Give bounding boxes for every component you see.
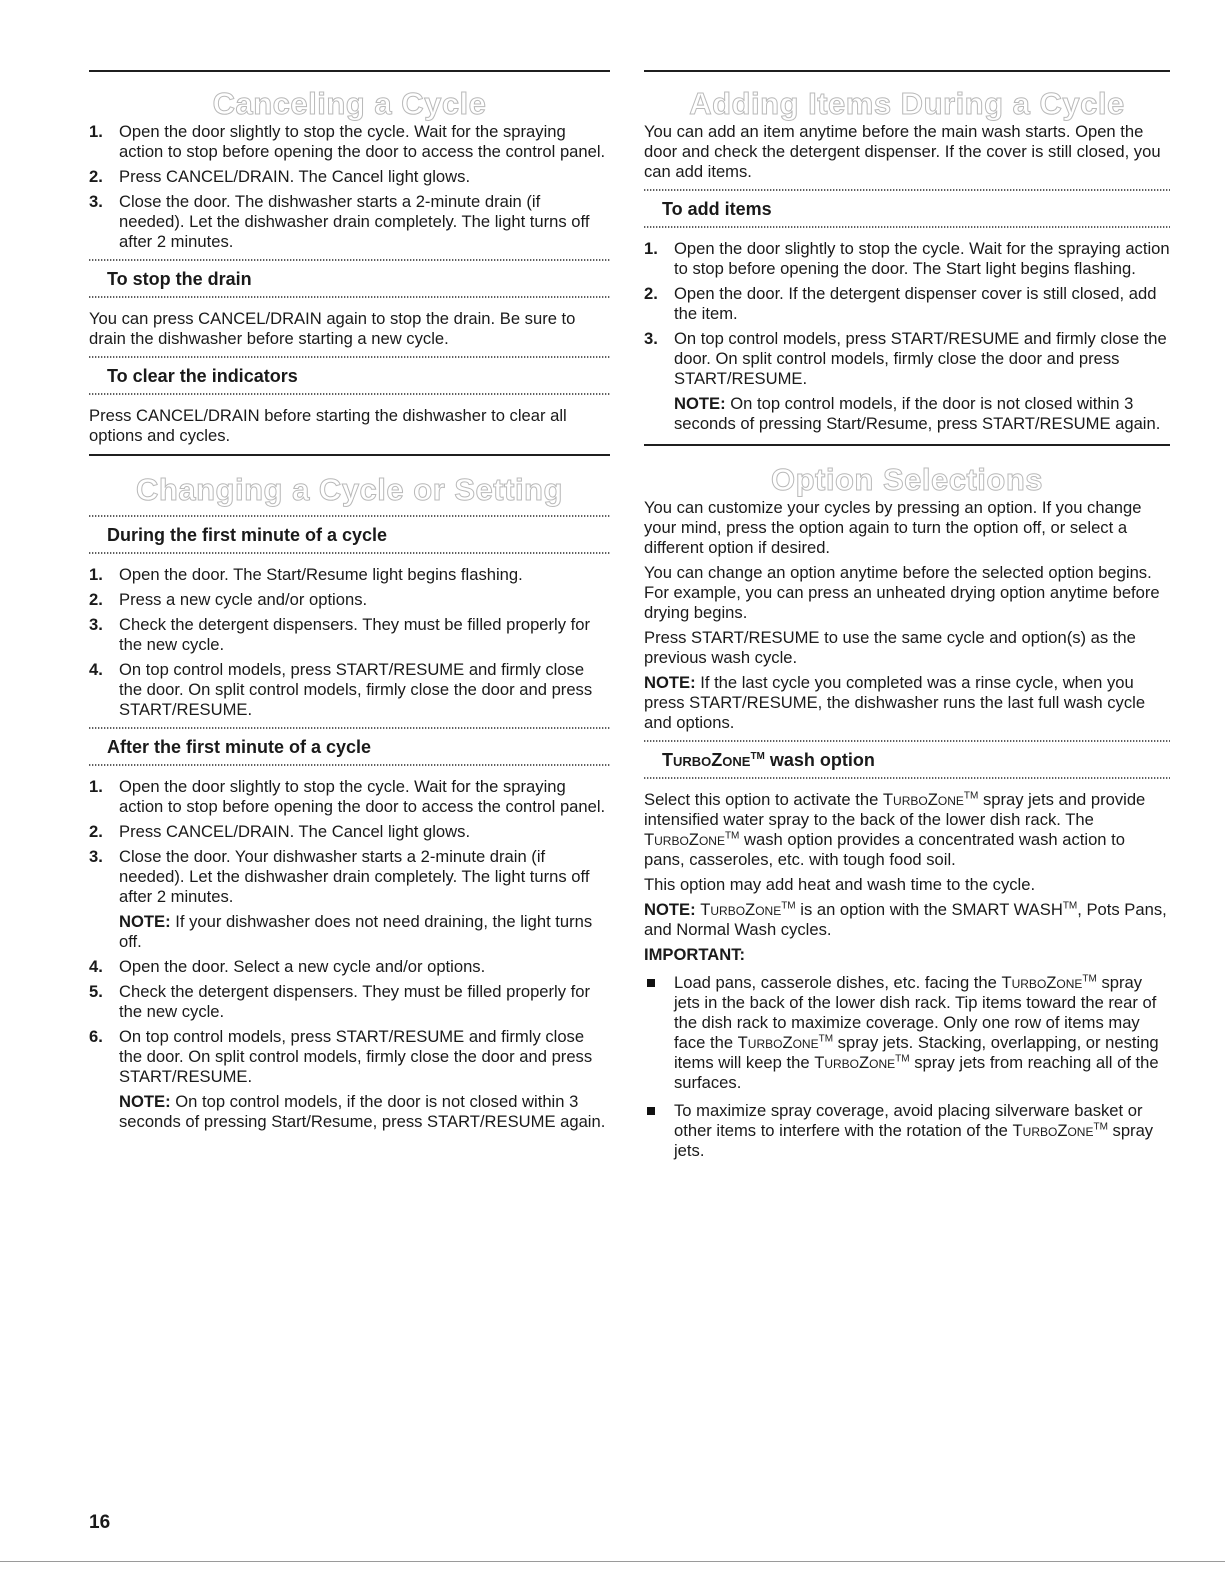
step-number: 2.: [644, 284, 658, 303]
brand-name: TurboZone: [1001, 973, 1083, 992]
step-text: Open the door slightly to stop the cycle. Wait for the spraying action to stop before opening the door to access the control panel.: [119, 777, 606, 816]
list-item: [89, 822, 610, 842]
bottom-rule: [0, 1561, 1225, 1562]
trademark: TM: [818, 1033, 834, 1045]
list-item: [644, 973, 1170, 1093]
list-item: [644, 284, 1170, 324]
important-label: [644, 945, 1170, 965]
step-text: Open the door slightly to stop the cycle. Wait for the spraying action to stop before opening the door. The Start light begins flashing.: [674, 239, 1170, 278]
trademark: TM: [1062, 900, 1078, 912]
step-text: Check the detergent dispensers. They must be filled properly for the new cycle.: [119, 982, 591, 1021]
note-paragraph: [644, 673, 1170, 733]
step-number: 3.: [89, 615, 103, 634]
note-label: NOTE:: [644, 900, 696, 919]
note-text: If your dishwasher does not need draining, the light turns off.: [119, 912, 593, 951]
list-item: [89, 615, 610, 655]
text-run: Select this option to activate the: [644, 790, 883, 809]
brand-name: TurboZone: [1012, 1121, 1094, 1140]
title-text: wash option: [764, 750, 875, 770]
subsection-title: [662, 749, 1170, 771]
trademark: TM: [781, 900, 796, 912]
note-label: NOTE:: [119, 1092, 171, 1111]
step-number: 3.: [644, 329, 658, 348]
canceling-steps: [89, 122, 610, 252]
note-text: On top control models, if the door is not closed within 3 seconds of pressing Start/Resume, press START/RESUME again.: [119, 1092, 606, 1131]
text-run: spray jets in the back of the lower dish rack. Tip items toward the rear of the dish rack to maximize coverage. Only one row of items may face the: [674, 973, 1157, 1052]
important-list: [644, 973, 1170, 1161]
brand-name: TurboZone: [662, 750, 751, 770]
list-item: [89, 1027, 610, 1132]
page-number: 16: [89, 1512, 111, 1533]
brand-name: TurboZone: [644, 830, 725, 849]
step-text: Open the door slightly to stop the cycle. Wait for the spraying action to stop before opening the door to access the control panel.: [119, 122, 606, 161]
section-title: Changing a Cycle or Setting: [136, 472, 563, 507]
brand-name: TurboZone: [700, 900, 782, 919]
section-rule: [644, 444, 1170, 446]
list-item: [89, 192, 610, 252]
trademark: TM: [1093, 1121, 1108, 1133]
subsection-header: [644, 740, 1170, 779]
trademark: TM: [895, 1053, 910, 1065]
list-item: [89, 847, 610, 952]
after-first-minute-steps: [89, 777, 610, 1132]
step-text: On top control models, press START/RESUME and firmly close the door. On split control models, firmly close the door and press START/RESUME.: [119, 1027, 593, 1086]
step-text: Press CANCEL/DRAIN. The Cancel light glows.: [119, 167, 471, 186]
step-text: Open the door. If the detergent dispenser cover is still closed, add the item.: [674, 284, 1157, 323]
step-text: Close the door. The dishwasher starts a 2-minute drain (if needed). Let the dishwasher drain completely. The light turns off after 2 minutes.: [119, 192, 590, 251]
note-paragraph: [644, 900, 1170, 940]
step-text: Close the door. Your dishwasher starts a 2-minute drain (if needed). Let the dishwasher drain completely. The light turns off after 2 minutes.: [119, 847, 590, 906]
first-minute-steps: [89, 565, 610, 720]
step-number: 2.: [89, 167, 103, 186]
body-text: You can customize your cycles by pressing an option. If you change your mind, press the option again to turn the option off, or select a different option if desired.: [644, 498, 1142, 557]
text-run: wash option provides a concentrated wash action to pans, casseroles, etc. with tough food soil.: [644, 830, 1125, 869]
text-run: spray jets. Stacking, overlapping, or nesting items will keep the: [674, 1033, 1159, 1072]
list-item: [89, 660, 610, 720]
step-number: 4.: [89, 660, 103, 679]
step-note: [119, 1092, 610, 1132]
note-label: NOTE:: [644, 673, 696, 692]
body-text: You can press CANCEL/DRAIN again to stop the drain. Be sure to drain the dishwasher before starting a new cycle.: [89, 309, 576, 348]
subsection-header: [644, 189, 1170, 228]
step-number: 2.: [89, 590, 103, 609]
section-title: Canceling a Cycle: [212, 86, 487, 121]
bullet-square-icon: [647, 979, 655, 987]
body-text: This option may add heat and wash time to the cycle.: [644, 875, 1036, 894]
trademark: TM: [1082, 973, 1097, 985]
list-item: [89, 122, 610, 162]
list-item: [89, 167, 610, 187]
important-text: IMPORTANT:: [644, 945, 746, 964]
canceling-section: [89, 70, 610, 446]
left-column: [89, 70, 610, 1137]
text-run: spray jets and provide intensified water spray to the back of the lower dish rack. The: [644, 790, 1146, 829]
list-item: [89, 957, 610, 977]
section-rule: [89, 70, 610, 72]
subsection-title: After the first minute of a cycle: [107, 737, 372, 757]
step-number: 2.: [89, 822, 103, 841]
list-item: [644, 239, 1170, 279]
section-title: Option Selections: [770, 462, 1044, 497]
trademark: TM: [750, 751, 765, 762]
body-text: You can add an item anytime before the main wash starts. Open the door and check the detergent dispenser. If the cover is still closed, you can add items.: [644, 122, 1161, 181]
list-item: [89, 565, 610, 585]
step-number: 1.: [89, 777, 103, 796]
text-run: is an option with the SMART WASH: [795, 900, 1063, 919]
options-section: [644, 444, 1170, 1161]
changing-section: [89, 454, 610, 1132]
step-note: [119, 912, 610, 952]
section-rule: [89, 454, 610, 456]
step-text: Check the detergent dispensers. They must be filled properly for the new cycle.: [119, 615, 591, 654]
subsection-header: [89, 356, 610, 395]
turbo-description: [644, 790, 1170, 870]
right-column: [644, 70, 1170, 1169]
step-number: 1.: [89, 565, 103, 584]
brand-name: TurboZone: [882, 790, 964, 809]
body-text: Press CANCEL/DRAIN before starting the dishwasher to clear all options and cycles.: [89, 406, 567, 445]
trademark: TM: [724, 830, 740, 842]
list-item: [89, 590, 610, 610]
subsection-title: During the first minute of a cycle: [107, 525, 388, 545]
body-text: Press START/RESUME to use the same cycle and option(s) as the previous wash cycle.: [644, 628, 1136, 667]
step-number: 1.: [89, 122, 103, 141]
text-run: To maximize spray coverage, avoid placing silverware basket or other items to interfere with the rotation of the: [674, 1101, 1143, 1140]
step-text: Open the door. The Start/Resume light begins flashing.: [119, 565, 523, 584]
step-number: 6.: [89, 1027, 103, 1046]
step-number: 5.: [89, 982, 103, 1001]
brand-name: TurboZone: [737, 1033, 819, 1052]
text-run: , Pots Pans, and Normal Wash cycles.: [644, 900, 1167, 939]
step-number: 3.: [89, 192, 103, 211]
subsection-title: To clear the indicators: [107, 366, 298, 386]
step-text: Press a new cycle and/or options.: [119, 590, 368, 609]
adding-section: [644, 70, 1170, 434]
list-item: [644, 329, 1170, 434]
step-note: [674, 394, 1170, 434]
text-run: spray jets from reaching all of the surfaces.: [674, 1053, 1159, 1092]
step-text: On top control models, press START/RESUME and firmly close the door. On split control models, firmly close the door and press START/RESUME.: [119, 660, 593, 719]
note-text: On top control models, if the door is not closed within 3 seconds of pressing Start/Resume, press START/RESUME again.: [674, 394, 1161, 433]
step-number: 4.: [89, 957, 103, 976]
step-text: On top control models, press START/RESUME and firmly close the door. On split control models, firmly close the door and press START/RESUME.: [674, 329, 1167, 388]
note-label: NOTE:: [674, 394, 726, 413]
subsection-header: [89, 259, 610, 298]
list-item: [89, 982, 610, 1022]
list-item: [89, 777, 610, 817]
subsection-header: [89, 515, 610, 554]
step-number: 1.: [644, 239, 658, 258]
add-items-steps: [644, 239, 1170, 434]
brand-name: TurboZone: [814, 1053, 896, 1072]
subsection-title: To add items: [662, 199, 772, 219]
subsection-title: To stop the drain: [107, 269, 252, 289]
step-number: 3.: [89, 847, 103, 866]
section-title: Adding Items During a Cycle: [689, 86, 1125, 121]
step-text: Open the door. Select a new cycle and/or options.: [119, 957, 486, 976]
text-run: spray jets.: [674, 1121, 1154, 1160]
note-label: NOTE:: [119, 912, 171, 931]
list-item: [644, 1101, 1170, 1161]
trademark: TM: [963, 790, 979, 802]
step-text: Press CANCEL/DRAIN. The Cancel light glows.: [119, 822, 471, 841]
section-rule: [644, 70, 1170, 72]
bullet-square-icon: [647, 1107, 655, 1115]
subsection-header: [89, 727, 610, 766]
note-text: If the last cycle you completed was a rinse cycle, when you press START/RESUME, the dishwasher runs the last full wash cycle and options.: [644, 673, 1146, 732]
text-run: Load pans, casserole dishes, etc. facing the: [674, 973, 1002, 992]
body-text: You can change an option anytime before the selected option begins. For example, you can press an unheated drying option anytime before drying begins.: [644, 563, 1160, 622]
